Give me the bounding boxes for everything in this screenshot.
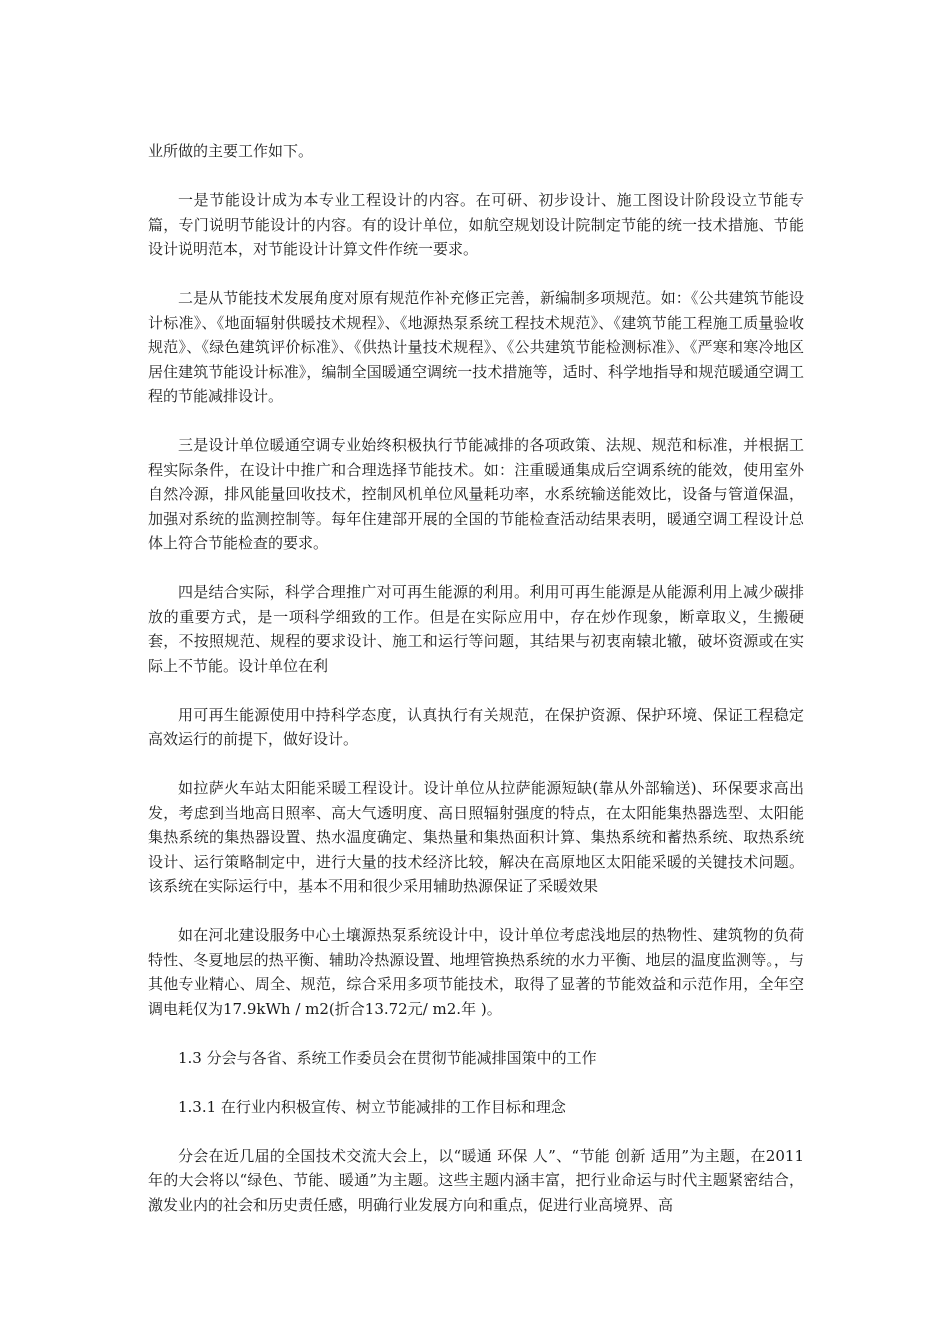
section-heading-1-3: 1.3 分会与各省、系统工作委员会在贯彻节能减排国策中的工作 xyxy=(178,1048,597,1067)
section-heading-1-3-1: 1.3.1 在行业内积极宣传、树立节能减排的工作目标和理念 xyxy=(178,1097,566,1116)
paragraph-point-three: 三是设计单位暖通空调专业始终积极执行节能减排的各项政策、法规、规范和标准，并根据工程实际条件，在设计中推广和合理选择节能技术。如：注重暖通集成后空调系统的能效，使用室外自然冷源，排风能量回收技术，控制风机单位风量耗功率，水系统输送能效比，设备与管道保温，加强对系统的监测控制等。每年住建部开展的全国的节能检查活动结果表明，暖通空调工程设计总体上符合节能检查的要求。 xyxy=(148,436,804,552)
paragraph-intro-continuation: 业所做的主要工作如下。 xyxy=(148,142,314,160)
paragraph-point-four-continued: 用可再生能源使用中持科学态度，认真执行有关规范，在保护资源、保护环境、保证工程稳定高效运行的前提下，做好设计。 xyxy=(148,705,804,748)
document-body xyxy=(148,139,804,1242)
paragraph-point-four: 四是结合实际，科学合理推广对可再生能源的利用。利用可再生能源是从能源利用上减少碳排放的重要方式，是一项科学细致的工作。但是在实际应用中，存在炒作现象，断章取义，生搬硬套，不按照规范、规程的要求设计、施工和运行等问题，其结果与初衷南辕北辙，破坏资源或在实际上不节能。设计单位在利 xyxy=(148,583,804,675)
paragraph-hebei-example: 如在河北建设服务中心土壤源热泵系统设计中，设计单位考虑浅地层的热物性、建筑物的负荷特性、冬夏地层的热平衡、辅助冷热源设置、地埋管换热系统的水力平衡、地层的温度监测等。，与其他专业精心、周全、规范，综合采用多项节能技术，取得了显著的节能效益和示范作用，全年空调电耗仅为17.9kWh / m2(折合13.72元/ m2.年 )。 xyxy=(148,926,804,1018)
paragraph-point-two: 二是从节能技术发展角度对原有规范作补充修正完善，新编制多项规范。如：《公共建筑节能设计标准》、《地面辐射供暖技术规程》、《地源热泵系统工程技术规范》、《建筑节能工程施工质量验收规范》、《绿色建筑评价标准》、《供热计量技术规程》、《公共建筑节能检测标准》、《严寒和寒冷地区居住建筑节能设计标准》，编制全国暖通空调统一技术措施等，适时、科学地指导和规范暖通空调工程的节能减排设计。 xyxy=(148,289,804,405)
paragraph-conference-themes: 分会在近几届的全国技术交流大会上，以“暖通 环保 人”、“节能 创新 适用”为主题，在2011年的大会将以“绿色、节能、暖通”为主题。这些主题内涵丰富，把行业命运与时代主题紧密结合，激发业内的社会和历史责任感，明确行业发展方向和重点，促进行业高境界、高 xyxy=(148,1146,804,1214)
paragraph-lhasa-example: 如拉萨火车站太阳能采暖工程设计。设计单位从拉萨能源短缺(靠从外部输送)、环保要求高出发，考虑到当地高日照率、高大气透明度、高日照辐射强度的特点，在太阳能集热器选型、太阳能集热系统的集热器设置、热水温度确定、集热量和集热面积计算、集热系统和蓄热系统、取热系统设计、运行策略制定中，进行大量的技术经济比较，解决在高原地区太阳能采暖的关键技术问题。该系统在实际运行中，基本不用和很少采用辅助热源保证了采暖效果 xyxy=(148,779,804,895)
paragraph-point-one: 一是节能设计成为本专业工程设计的内容。在可研、初步设计、施工图设计阶段设立节能专篇，专门说明节能设计的内容。有的设计单位，如航空规划设计院制定节能的统一技术措施、节能设计说明范本，对节能设计计算文件作统一要求。 xyxy=(148,191,804,258)
